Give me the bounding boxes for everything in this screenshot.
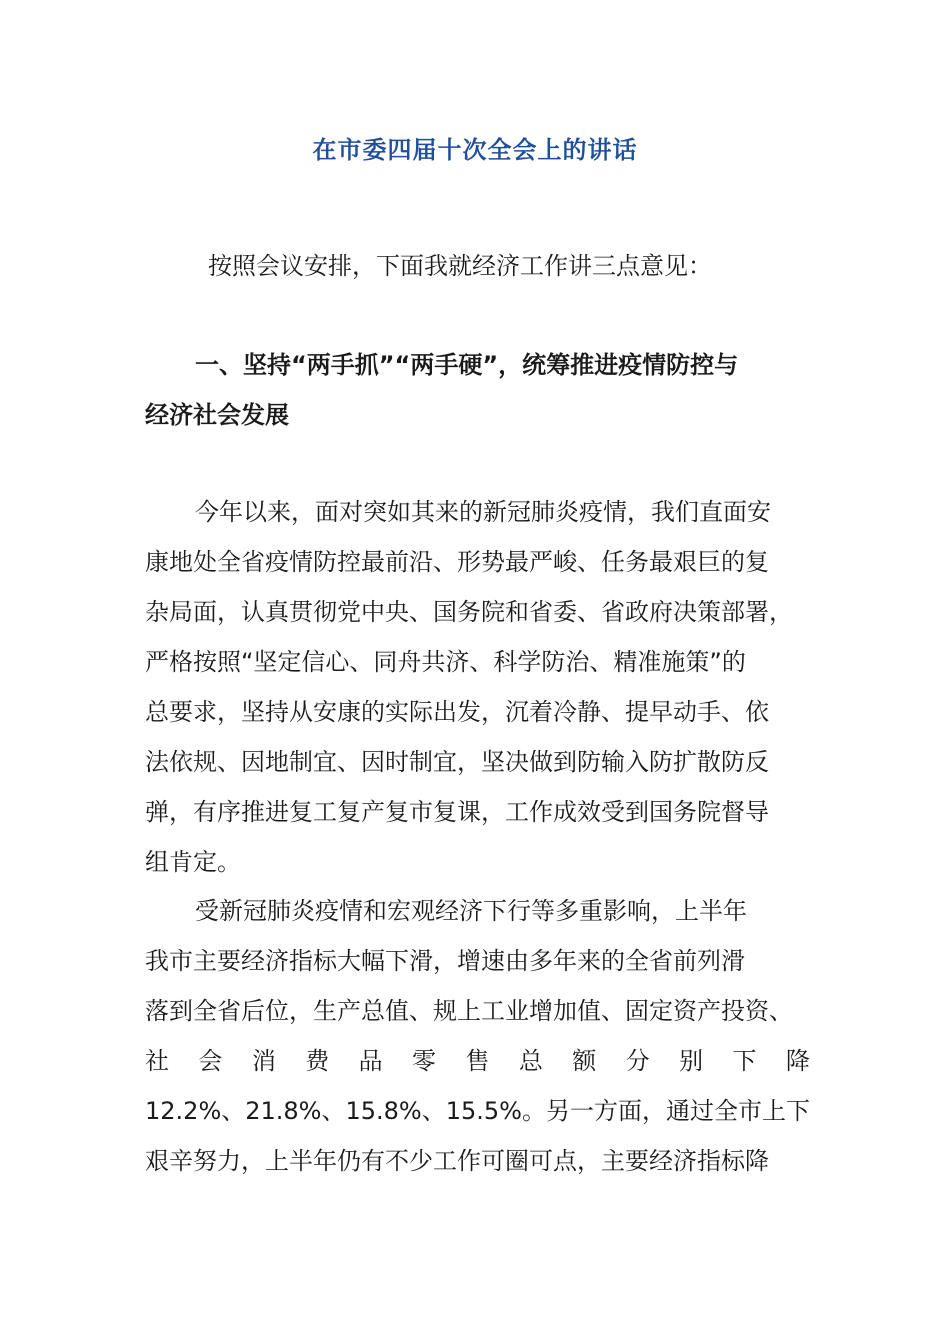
paragraph-line: 艰辛努力，上半年仍有不少工作可圈可点，主要经济指标降 [145,1147,769,1175]
document-title: 在市委四届十次全会上的讲话 [312,136,638,164]
justified-char: 消 [251,1047,276,1075]
paragraph-line: 我市主要经济指标大幅下滑，增速由多年来的全省前列滑 [145,947,745,975]
justified-char: 额 [572,1047,597,1075]
justified-char: 分 [625,1047,650,1075]
paragraph-line: 弹，有序推进复工复产复市复课，工作成效受到国务院督导 [145,798,769,826]
section-heading [145,340,810,440]
paragraph-line-justified [145,1046,810,1076]
paragraph-line: 受新冠肺炎疫情和宏观经济下行等多重影响，上半年 [195,897,747,925]
intro-paragraph: 按照会议安排，下面我就经济工作讲三点意见： [208,252,712,280]
justified-char: 费 [305,1047,330,1075]
section-heading-line-1: 一、坚持“两手抓”“两手硬”，统筹推进疫情防控与 [195,351,739,379]
justified-char: 降 [785,1047,810,1075]
paragraph-line: 组肯定。 [145,848,241,876]
justified-char: 售 [465,1047,490,1075]
paragraph-line: 总要求，坚持从安康的实际出发，沉着冷静、提早动手、依 [145,698,769,726]
justified-char: 零 [412,1047,437,1075]
paragraph-line: 12.2%、21.8%、15.8%、15.5%。另一方面，通过全市上下 [145,1097,810,1125]
paragraph-line: 康地处全省疫情防控最前沿、形势最严峻、任务最艰巨的复 [145,548,769,576]
justified-char: 别 [679,1047,704,1075]
paragraph-line: 杂局面，认真贯彻党中央、国务院和省委、省政府决策部署， [145,598,793,626]
paragraph-line: 法依规、因地制宜、因时制宜，坚决做到防输入防扩散防反 [145,748,769,776]
justified-char: 社 [145,1047,169,1075]
paragraph-line: 落到全省后位，生产总值、规上工业增加值、固定资产投资、 [145,997,793,1025]
justified-char: 总 [518,1047,543,1075]
justified-char: 下 [732,1047,757,1075]
justified-char: 会 [198,1047,223,1075]
paragraph-line: 严格按照“坚定信心、同舟共济、科学防治、精准施策”的 [145,648,746,676]
paragraph-line: 今年以来，面对突如其来的新冠肺炎疫情，我们直面安 [195,498,771,526]
section-heading-line-2: 经济社会发展 [145,401,289,429]
justified-char: 品 [358,1047,383,1075]
